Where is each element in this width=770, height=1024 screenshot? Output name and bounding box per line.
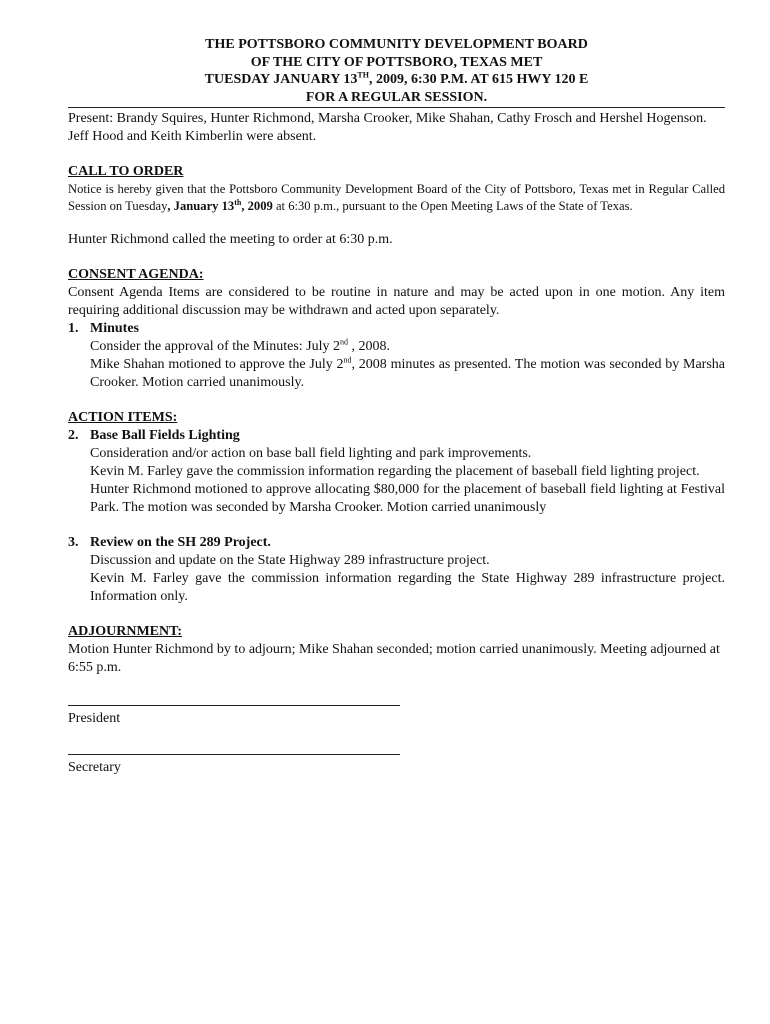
agenda-item-2-motion: Hunter Richmond motioned to approve allocating $80,000 for the placement of baseball field lighting at Festival Park. The motion was seconded by Marsha Crooker. Motion carried unanimously xyxy=(90,482,725,515)
notice-date: , January 13 xyxy=(167,199,235,213)
agenda-item-title: Review on the SH 289 Project. xyxy=(90,535,271,550)
header-time-location: , 2009, 6:30 P.M. AT 615 HWY 120 E xyxy=(368,72,589,87)
header-date: TUESDAY JANUARY 13 xyxy=(204,72,358,87)
minutes-document xyxy=(68,36,725,777)
consent-agenda-intro: Consent Agenda Items are considered to be routine in nature and may be acted upon in one motion. Any item requiring additional discussion may be withdrawn and acted upon separately. xyxy=(68,285,725,318)
call-to-order-statement: Hunter Richmond called the meeting to order at 6:30 p.m. xyxy=(68,232,393,247)
action-items-heading: ACTION ITEMS: xyxy=(68,410,178,425)
call-to-order-heading: CALL TO ORDER xyxy=(68,164,184,179)
consent-agenda-heading: CONSENT AGENDA: xyxy=(68,267,204,282)
notice-text-end: at 6:30 p.m., pursuant to the Open Meeting Laws of the State of Texas. xyxy=(272,199,633,213)
agenda-item-number: 1. xyxy=(68,321,79,336)
header-line-3 xyxy=(68,71,725,89)
motion-text: Mike Shahan motioned to approve the July 2 xyxy=(90,357,344,372)
agenda-item-title: Minutes xyxy=(90,321,139,336)
agenda-item-2-description: Consideration and/or action on base ball field lighting and park improvements. xyxy=(90,446,532,461)
motion-text-end: , 2008 minutes as presented. The motion was seconded by Marsha Crooker. Motion carried unanimously. xyxy=(90,357,725,390)
header-date-suffix: TH xyxy=(357,70,369,80)
agenda-item-3-title xyxy=(68,534,725,552)
agenda-item-title: Base Ball Fields Lighting xyxy=(90,428,240,443)
notice-paragraph xyxy=(68,181,725,215)
agenda-item-3-description: Discussion and update on the State Highway 289 infrastructure project. xyxy=(90,553,490,568)
agenda-item-2-report: Kevin M. Farley gave the commission information regarding the placement of baseball field lighting project. xyxy=(90,464,700,479)
minutes-approval-year: , 2008. xyxy=(348,339,391,354)
document-header xyxy=(68,36,725,108)
date-suffix: nd xyxy=(340,337,349,347)
notice-date-suffix: th xyxy=(234,197,242,207)
header-line-2: OF THE CITY OF POTTSBORO, TEXAS MET xyxy=(250,54,543,70)
notice-text: Notice is hereby given that the Pottsboro Community Development Board of the City of Pottsboro, Texas met in Regular Called Session on Tuesday xyxy=(68,182,725,213)
agenda-item-1-title xyxy=(68,320,725,338)
agenda-item-3-report: Kevin M. Farley gave the commission information regarding the State Highway 289 infrastructure project. Information only. xyxy=(90,571,725,604)
attendance-paragraph: Present: Brandy Squires, Hunter Richmond, Marsha Crooker, Mike Shahan, Cathy Frosch and Hershel Hogenson. Jeff Hood and Keith Kimberlin were absent. xyxy=(68,111,707,144)
header-line-1: THE POTTSBORO COMMUNITY DEVELOPMENT BOARD xyxy=(205,37,588,52)
notice-year: , 2009 xyxy=(241,199,273,213)
president-label: President xyxy=(68,711,121,726)
agenda-item-number: 3. xyxy=(68,535,79,550)
secretary-label: Secretary xyxy=(68,760,121,775)
minutes-approval-text: Consider the approval of the Minutes: July 2 xyxy=(90,339,341,354)
header-line-4: FOR A REGULAR SESSION. xyxy=(305,89,488,105)
agenda-item-number: 2. xyxy=(68,428,79,443)
agenda-item-1-line-1 xyxy=(68,338,725,356)
agenda-item-1-motion xyxy=(68,356,725,392)
adjournment-heading: ADJOURNMENT: xyxy=(68,624,183,639)
adjournment-text: Motion Hunter Richmond by to adjourn; Mike Shahan seconded; motion carried unanimously. Meeting adjourned at 6:55 p.m. xyxy=(68,642,720,675)
date-suffix: nd xyxy=(343,355,352,365)
agenda-item-2-title xyxy=(68,427,725,445)
